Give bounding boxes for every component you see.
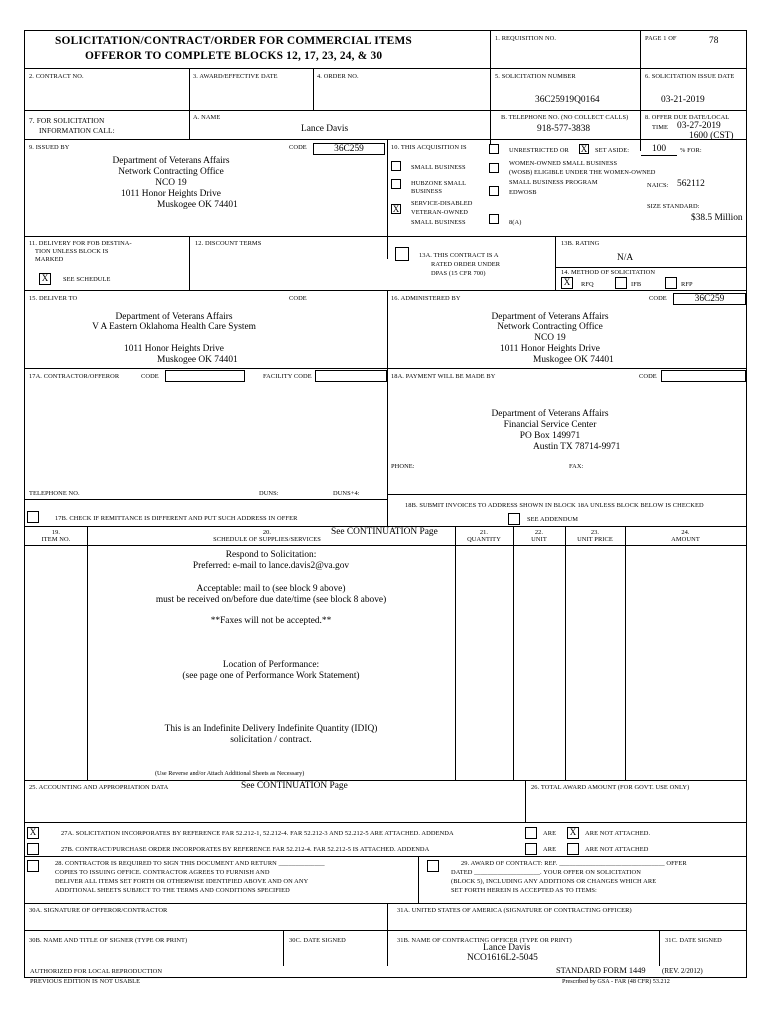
footer-prescribed: Prescribed by GSA - FAR (48 CFR) 53.212: [562, 978, 670, 985]
administered-by-code-label: CODE: [649, 295, 667, 302]
rfq-checkbox[interactable]: X: [561, 277, 573, 289]
28-line2: COPIES TO ISSUING OFFICE. CONTRACTOR AGREES TO FURNISH AND: [55, 869, 270, 876]
edwosb-checkbox[interactable]: [489, 186, 499, 196]
31c-label: 31C. DATE SIGNED: [665, 937, 722, 944]
order-no-label: 4. ORDER NO.: [317, 73, 359, 80]
form-title-line1: SOLICITATION/CONTRACT/ORDER FOR COMMERCIAL ITEMS: [55, 35, 412, 47]
28-line4: ADDITIONAL SHEETS SUBJECT TO THE TERMS AND CONDITIONS SPECIFIED: [55, 887, 290, 894]
27b-are-checkbox[interactable]: [525, 843, 537, 855]
administered-by-line5: Muskogee OK 74401: [533, 355, 614, 365]
rated-order-label-3: DPAS (15 CFR 700): [431, 270, 486, 277]
delivery-fob-label-2: TION UNLESS BLOCK IS: [35, 248, 109, 255]
sdvosb-label-1: SERVICE-DISABLED: [411, 200, 473, 207]
hubzone-label-1: HUBZONE SMALL: [411, 180, 467, 187]
administered-by-line1: Department of Veterans Affairs: [491, 312, 609, 322]
set-aside-percent: 100: [652, 144, 667, 154]
27a-are-checkbox[interactable]: [525, 827, 537, 839]
col-item-no-label: ITEM NO.: [41, 536, 71, 543]
issued-by-line5: Muskogee OK 74401: [157, 200, 238, 210]
sdvosb-checkbox[interactable]: X: [392, 204, 400, 214]
see-schedule-checkbox[interactable]: X: [39, 273, 51, 285]
ifb-label: IFB: [631, 281, 642, 288]
facility-code-label: FACILITY CODE: [263, 373, 312, 380]
29-line1: 29. AWARD OF CONTRACT: REF. ________________________________ OFFER: [461, 860, 687, 867]
27a-are-label: ARE: [543, 830, 557, 837]
submit-invoices-label: 18B. SUBMIT INVOICES TO ADDRESS SHOWN IN BLOCK 18A UNLESS BLOCK BELOW IS CHECKED: [405, 502, 704, 509]
naics-label: NAICS:: [647, 182, 669, 189]
administered-by-label: 16. ADMINISTERED BY: [391, 295, 461, 302]
29-line2: DATED ____________________. YOUR OFFER ON SOLICITATION: [451, 869, 641, 876]
for-solicitation-label: 7. FOR SOLICITATION: [29, 116, 105, 125]
sdvosb-label-2: VETERAN-OWNED: [411, 209, 469, 216]
accounting-data-label: 25. ACCOUNTING AND APPROPRIATION DATA: [29, 784, 169, 791]
schedule-line: (see page one of Performance Work Statement): [182, 671, 360, 681]
page-of-label: PAGE 1 OF: [645, 35, 677, 42]
29-line4: SET FORTH HEREIN IS ACCEPTED AS TO ITEMS:: [451, 887, 597, 894]
issue-date-label: 6. SOLICITATION ISSUE DATE: [645, 73, 735, 80]
27b-are-label: ARE: [543, 846, 557, 853]
contact-name: Lance Davis: [301, 124, 349, 134]
unrestricted-checkbox[interactable]: [489, 144, 499, 154]
schedule-line: Preferred: e-mail to lance.davis2@va.gov: [192, 561, 350, 571]
administered-by-line4: 1011 Honor Heights Drive: [500, 344, 600, 354]
payment-code-label: CODE: [639, 373, 657, 380]
col-unit-price-num: 23.: [590, 529, 600, 536]
see-schedule-label: SEE SCHEDULE: [63, 276, 111, 283]
schedule-continuation: See CONTINUATION Page: [331, 527, 438, 537]
wosb-label-1: WOMEN-OWNED SMALL BUSINESS: [509, 160, 618, 167]
footer-authorized: AUTHORIZED FOR LOCAL REPRODUCTION: [30, 968, 163, 975]
form-title-line2: OFFEROR TO COMPLETE BLOCKS 12, 17, 23, 24, & 30: [85, 50, 383, 62]
rfq-label: RFQ: [581, 281, 594, 288]
rated-order-checkbox[interactable]: [395, 247, 409, 261]
schedule-line: This is an Indefinite Delivery Indefinite Quantity (IDIQ): [164, 724, 378, 734]
see-addendum-label: SEE ADDENDUM: [527, 516, 579, 523]
administered-by-line3: NCO 19: [534, 333, 566, 343]
28-line3: DELIVER ALL ITEMS SET FORTH OR OTHERWISE IDENTIFIED ABOVE AND ON ANY: [55, 878, 309, 885]
sf1449-form: [24, 30, 747, 978]
contracting-officer-number: NCO1616L2-5045: [467, 953, 538, 963]
deliver-to-code-label: CODE: [289, 295, 307, 302]
28-line1: 28. CONTRACTOR IS REQUIRED TO SIGN THIS DOCUMENT AND RETURN ______________: [55, 860, 325, 867]
27a-text: 27A. SOLICITATION INCORPORATES BY REFERENCE FAR 52.212-1, 52.212-4. FAR 52.212-3 AND 52.212-5 ARE ATTACHED. ADDENDA: [61, 830, 454, 837]
set-aside-checkbox[interactable]: X: [580, 144, 588, 154]
col-schedule-label: SCHEDULE OF SUPPLIES/SERVICES: [213, 536, 321, 543]
delivery-fob-label-3: MARKED: [35, 256, 64, 263]
rated-order-label-1: 13A. THIS CONTRACT IS A: [419, 252, 499, 259]
col-amount-num: 24.: [681, 529, 690, 536]
discount-terms-label: 12. DISCOUNT TERMS: [195, 240, 262, 247]
col-unit-price-label: UNIT PRICE: [577, 536, 613, 543]
offer-due-date: 03-27-2019: [677, 121, 721, 131]
offer-due-time: 1600 (CST): [689, 131, 734, 141]
delivery-fob-label-1: 11. DELIVERY FOR FOB DESTINA-: [29, 240, 132, 247]
time-label: TIME: [652, 124, 669, 131]
set-aside-label: SET ASIDE:: [595, 147, 630, 154]
schedule-line: Respond to Solicitation:: [225, 550, 317, 560]
ifb-checkbox[interactable]: [615, 277, 627, 289]
footer-revision: (REV. 2/2012): [662, 967, 703, 975]
contractor-code-field[interactable]: [165, 370, 245, 382]
reverse-note: (Use Reverse and/or Attach Additional Sheets as Necessary): [155, 770, 305, 777]
payment-phone-label: PHONE:: [391, 463, 415, 470]
solicitation-number-label: 5. SOLICITATION NUMBER: [495, 73, 576, 80]
col-amount-label: AMOUNT: [671, 536, 700, 543]
footer-form-name: STANDARD FORM 1449: [556, 966, 646, 975]
footer-previous-edition: PREVIOUS EDITION IS NOT USABLE: [30, 978, 141, 985]
27a-are-not-checkbox[interactable]: X: [567, 827, 579, 839]
eight-a-checkbox[interactable]: [489, 214, 499, 224]
requisition-no-label: 1. REQUISITION NO.: [495, 35, 557, 42]
27b-checkbox[interactable]: [27, 843, 39, 855]
remittance-different-checkbox[interactable]: [27, 511, 39, 523]
hubzone-checkbox[interactable]: [391, 179, 401, 189]
payment-by-line1: Department of Veterans Affairs: [491, 409, 609, 419]
rfp-label: RFP: [681, 281, 693, 288]
wosb-label-3: SMALL BUSINESS PROGRAM: [509, 179, 598, 186]
col-schedule-num: 20.: [262, 529, 272, 536]
schedule-line: **Faxes will not be accepted.**: [210, 616, 332, 626]
29-line3: (BLOCK 5), INCLUDING ANY ADDITIONS OR CHANGES WHICH ARE: [451, 878, 657, 885]
payment-by-line3: PO Box 149971: [519, 431, 581, 441]
schedule-line: solicitation / contract.: [230, 735, 312, 745]
contractor-duns4-label: DUNS+4:: [333, 490, 360, 497]
rfp-checkbox[interactable]: [665, 277, 677, 289]
schedule-line: Acceptable: mail to (see block 9 above): [196, 584, 346, 594]
award-date-label: 3. AWARD/EFFECTIVE DATE: [193, 73, 278, 80]
payment-fax-label: FAX:: [569, 463, 584, 470]
payment-by-label: 18A. PAYMENT WILL BE MADE BY: [391, 373, 496, 380]
issued-by-line1: Department of Veterans Affairs: [112, 156, 230, 166]
payment-by-line2: Financial Service Center: [503, 420, 597, 430]
schedule-line: Location of Performance:: [222, 660, 320, 670]
col-unit-num: 22.: [534, 529, 544, 536]
information-call-label: INFORMATION CALL:: [39, 126, 115, 135]
payment-code-field: [661, 370, 746, 382]
sdvosb-label-3: SMALL BUSINESS: [411, 219, 466, 226]
issued-by-line3: NCO 19: [155, 178, 187, 188]
hubzone-label-2: BUSINESS: [411, 188, 442, 195]
rated-order-label-2: RATED ORDER UNDER: [431, 261, 501, 268]
contractor-code-label: CODE: [141, 373, 159, 380]
wosb-label-2: (WOSB) ELIGIBLE UNDER THE WOMEN-OWNED: [509, 169, 656, 176]
remittance-different-label: 17B. CHECK IF REMITTANCE IS DIFFERENT AND PUT SUCH ADDRESS IN OFFER: [55, 515, 298, 522]
administered-by-code: 36C259: [694, 294, 725, 304]
accounting-continuation: See CONTINUATION Page: [241, 781, 348, 791]
col-item-no-num: 19.: [51, 529, 61, 536]
name-label: A. NAME: [193, 114, 221, 121]
small-business-checkbox[interactable]: [391, 161, 401, 171]
contractor-duns-label: DUNS:: [259, 490, 279, 497]
27b-are-not-checkbox[interactable]: [567, 843, 579, 855]
30c-label: 30C. DATE SIGNED: [289, 937, 346, 944]
offer-due-label: 8. OFFER DUE DATE/LOCAL: [645, 114, 730, 121]
size-standard-label: SIZE STANDARD:: [647, 203, 700, 210]
issue-date: 03-21-2019: [661, 95, 705, 105]
deliver-to-line1: Department of Veterans Affairs: [115, 312, 233, 322]
issued-by-code-label: CODE: [289, 144, 307, 151]
27a-are-not-label: ARE NOT ATTACHED.: [585, 830, 651, 837]
col-unit-label: UNIT: [531, 536, 547, 543]
facility-code-field[interactable]: [315, 370, 387, 382]
total-award-label: 26. TOTAL AWARD AMOUNT (FOR GOVT. USE ONLY): [531, 784, 690, 791]
contracting-officer-name: Lance Davis: [483, 943, 531, 953]
payment-by-line4: Austin TX 78714-9971: [533, 442, 621, 452]
30a-label: 30A. SIGNATURE OF OFFEROR/CONTRACTOR: [29, 907, 168, 914]
issued-by-line4: 1011 Honor Heights Drive: [121, 189, 221, 199]
29-checkbox[interactable]: [427, 860, 439, 872]
contract-no-label: 2. CONTRACT NO.: [29, 73, 84, 80]
rating-value: N/A: [617, 253, 634, 263]
administered-by-code-field: [673, 293, 746, 305]
schedule-line: must be received on/before due date/time (see block 8 above): [155, 595, 387, 605]
unrestricted-label: UNRESTRICTED OR: [509, 147, 569, 154]
col-quantity-label: QUANTITY: [467, 536, 501, 543]
27b-are-not-label: ARE NOT ATTACHED: [585, 846, 649, 853]
contractor-telephone-label: TELEPHONE NO.: [29, 490, 80, 497]
contact-phone: 918-577-3838: [537, 124, 591, 134]
percent-for-label: % FOR:: [680, 147, 702, 154]
deliver-to-label: 15. DELIVER TO: [29, 295, 78, 302]
issued-by-code-field: [313, 143, 385, 155]
method-solicitation-label: 14. METHOD OF SOLICITATION: [561, 269, 656, 276]
deliver-to-line2: V A Eastern Oklahoma Health Care System: [92, 322, 256, 332]
deliver-to-line4: 1011 Honor Heights Drive: [124, 344, 224, 354]
edwosb-label: EDWOSB: [509, 189, 537, 196]
27a-checkbox[interactable]: X: [27, 827, 39, 839]
31b-label: 31B. NAME OF CONTRACTING OFFICER (TYPE OR PRINT): [397, 937, 572, 944]
27b-text: 27B. CONTRACT/PURCHASE ORDER INCORPORATES BY REFERENCE FAR 52.212-4. FAR 52.212-5 IS ATTACHED. ADDENDA: [61, 846, 430, 853]
28-checkbox[interactable]: [27, 860, 39, 872]
wosb-checkbox[interactable]: [489, 163, 499, 173]
issued-by-line2: Network Contracting Office: [118, 167, 224, 177]
administered-by-line2: Network Contracting Office: [497, 322, 603, 332]
telephone-label: B. TELEPHONE NO. (NO COLLECT CALLS): [501, 114, 629, 121]
issued-by-code: 36C259: [334, 144, 364, 154]
size-standard: $38.5 Million: [691, 213, 743, 223]
issued-by-label: 9. ISSUED BY: [29, 144, 70, 151]
deliver-to-line5: Muskogee OK 74401: [157, 355, 238, 365]
30b-label: 30B. NAME AND TITLE OF SIGNER (TYPE OR PRINT): [29, 937, 188, 944]
page-total: 78: [709, 36, 719, 46]
rating-label: 13B. RATING: [561, 240, 600, 247]
see-addendum-checkbox[interactable]: [508, 513, 520, 525]
small-business-label: SMALL BUSINESS: [411, 164, 466, 171]
contractor-offeror-label: 17A. CONTRACTOR/OFFEROR: [29, 373, 120, 380]
solicitation-number: 36C25919Q0164: [535, 95, 600, 105]
acquisition-label: 10. THIS ACQUISITION IS: [391, 144, 467, 151]
eight-a-label: 8(A): [509, 219, 522, 226]
col-quantity-num: 21.: [479, 529, 489, 536]
31a-label: 31A. UNITED STATES OF AMERICA (SIGNATURE OF CONTRACTING OFFICER): [397, 907, 632, 914]
naics-code: 562112: [677, 179, 705, 189]
